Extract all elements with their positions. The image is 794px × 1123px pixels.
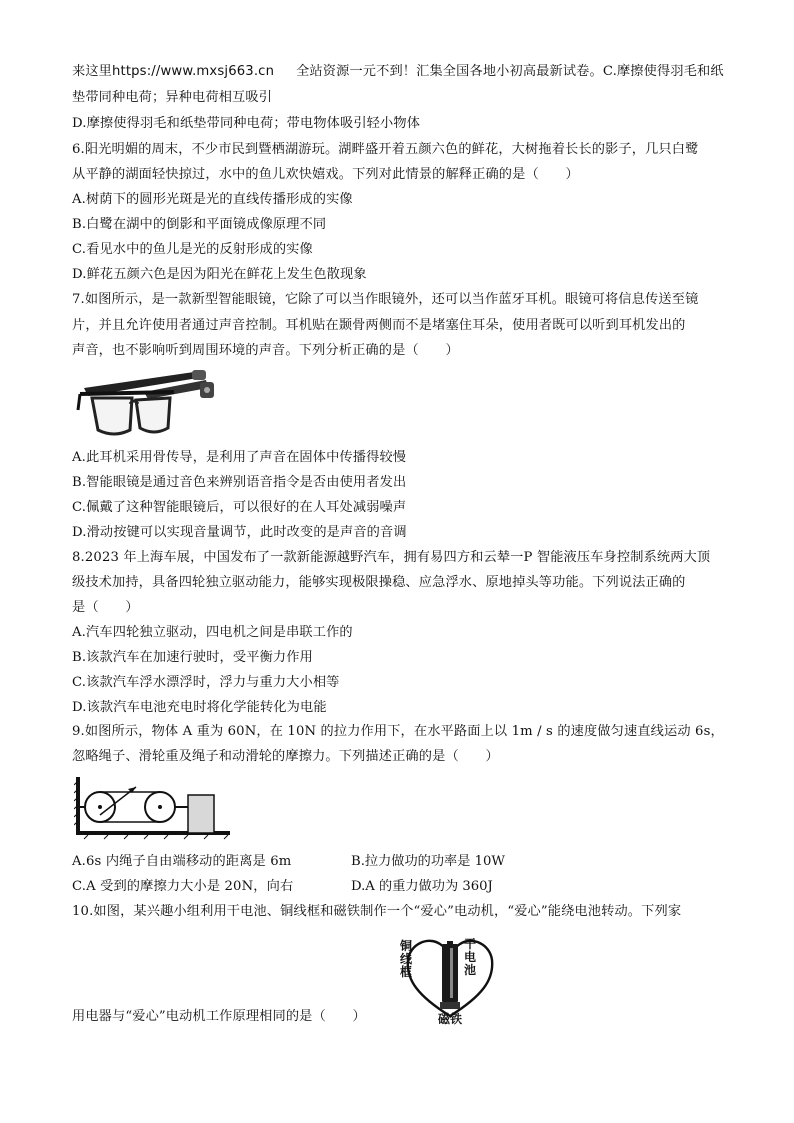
label-copper-frame: 铜线框 bbox=[400, 939, 413, 979]
q8-option-c: C.该款汽车浮水漂浮时，浮力与重力大小相等 bbox=[72, 675, 340, 690]
q9-option-c: C.A 受到的摩擦力大小是 20N，向右 bbox=[72, 879, 294, 894]
q6-stem-line-1: 6.阳光明媚的周末，不少市民到暨栖湖游玩。湖畔盛开着五颜六色的鲜花，大树拖着长长的影子，几只白鹭 bbox=[72, 142, 699, 157]
q5-option-c-part2: 垫带同种电荷；异种电荷相互吸引 bbox=[72, 90, 273, 105]
q9-option-d: D.A 的重力做功为 360J bbox=[351, 879, 493, 894]
q6-option-b: B.白鹭在湖中的倒影和平面镜成像原理不同 bbox=[72, 217, 327, 232]
q5-option-d: D.摩擦使得羽毛和纸垫带同种电荷；带电物体吸引轻小物体 bbox=[72, 116, 421, 131]
q9-stem-line-1: 9.如图所示，物体 A 重为 60N，在 10N 的拉力作用下，在水平路面上以 1m / s 的速度做匀速直线运动 6s， bbox=[72, 724, 724, 739]
smart-glasses-figure bbox=[74, 368, 220, 442]
q7-option-b: B.智能眼镜是通过音色来辨别语音指令是否由使用者发出 bbox=[72, 475, 407, 490]
q6-option-a: A.树荫下的圆形光斑是光的直线传播形成的实像 bbox=[72, 192, 353, 207]
q8-stem-line-3: 是（ ） bbox=[72, 600, 139, 615]
label-magnet: 磁铁 bbox=[438, 1012, 463, 1026]
q7-stem-line-2: 片，并且允许使用者通过声音控制。耳机贴在颞骨两侧而不是堵塞住耳朵，使用者既可以听到耳机发出的 bbox=[72, 318, 686, 333]
q10-stem-line-1: 10.如图，某兴趣小组利用干电池、铜线框和磁铁制作一个“爱心”电动机，“爱心”能绕电池转动。下列家 bbox=[72, 904, 682, 919]
q7-option-c: C.佩戴了这种智能眼镜后，可以很好的在人耳处减弱噪声 bbox=[72, 500, 407, 515]
q9-stem-line-2: 忽略绳子、滑轮重及绳子和动滑轮的摩擦力。下列描述正确的是（ ） bbox=[72, 749, 499, 764]
q5-option-c-part1: C.摩擦使得羽毛和纸 bbox=[602, 64, 724, 79]
q7-stem-line-1: 7.如图所示，是一款新型智能眼镜，它除了可以当作眼镜外，还可以当作蓝牙耳机。眼镜可将信息传送至镜 bbox=[72, 292, 699, 307]
q8-stem-line-2: 级技术加持，具备四轮独立驱动能力，能够实现极限操稳、应急浮水、原地掉头等功能。下列说法正确的 bbox=[72, 575, 686, 590]
q7-option-a: A.此耳机采用骨传导，是利用了声音在固体中传播得较慢 bbox=[72, 450, 407, 465]
header-notice: 全站资源一元不到！汇集全国各地小初高最新试卷。 bbox=[296, 64, 603, 79]
q8-stem-line-1: 8.2023 年上海车展，中国发布了一款新能源越野汽车，拥有易四方和云辇一P 智能液压车身控制系统两大顶 bbox=[72, 550, 711, 565]
q9-option-b: B.拉力做功的功率是 10W bbox=[351, 854, 505, 869]
q7-option-d: D.滑动按键可以实现音量调节，此时改变的是声音的音调 bbox=[72, 525, 407, 540]
q6-option-d: D.鲜花五颜六色是因为阳光在鲜花上发生色散现象 bbox=[72, 267, 367, 282]
q7-stem-line-3: 声音，也不影响听到周围环境的声音。下列分析正确的是（ ） bbox=[72, 343, 459, 358]
heart-motor-figure bbox=[398, 932, 502, 1026]
header-url[interactable]: https://www.mxsj663.cn bbox=[112, 64, 275, 79]
q8-option-a: A.汽车四轮独立驱动，四电机之间是串联工作的 bbox=[72, 625, 353, 640]
q8-option-d: D.该款汽车电池充电时将化学能转化为电能 bbox=[72, 700, 327, 715]
label-battery: 干电池 bbox=[464, 937, 477, 977]
header-prefix: 来这里 bbox=[72, 64, 113, 79]
pulley-system-figure bbox=[74, 775, 234, 841]
q6-stem-line-2: 从平静的湖面轻快掠过，水中的鱼儿欢快嬉戏。下列对此情景的解释正确的是（ ） bbox=[72, 167, 579, 182]
q6-option-c: C.看见水中的鱼儿是光的反射形成的实像 bbox=[72, 242, 313, 257]
q8-option-b: B.该款汽车在加速行驶时，受平衡力作用 bbox=[72, 650, 313, 665]
header-line bbox=[72, 62, 724, 82]
q9-option-a: A.6s 内绳子自由端移动的距离是 6m bbox=[72, 854, 292, 869]
q10-stem-line-2: 用电器与“爱心”电动机工作原理相同的是（ ） bbox=[72, 1009, 366, 1024]
